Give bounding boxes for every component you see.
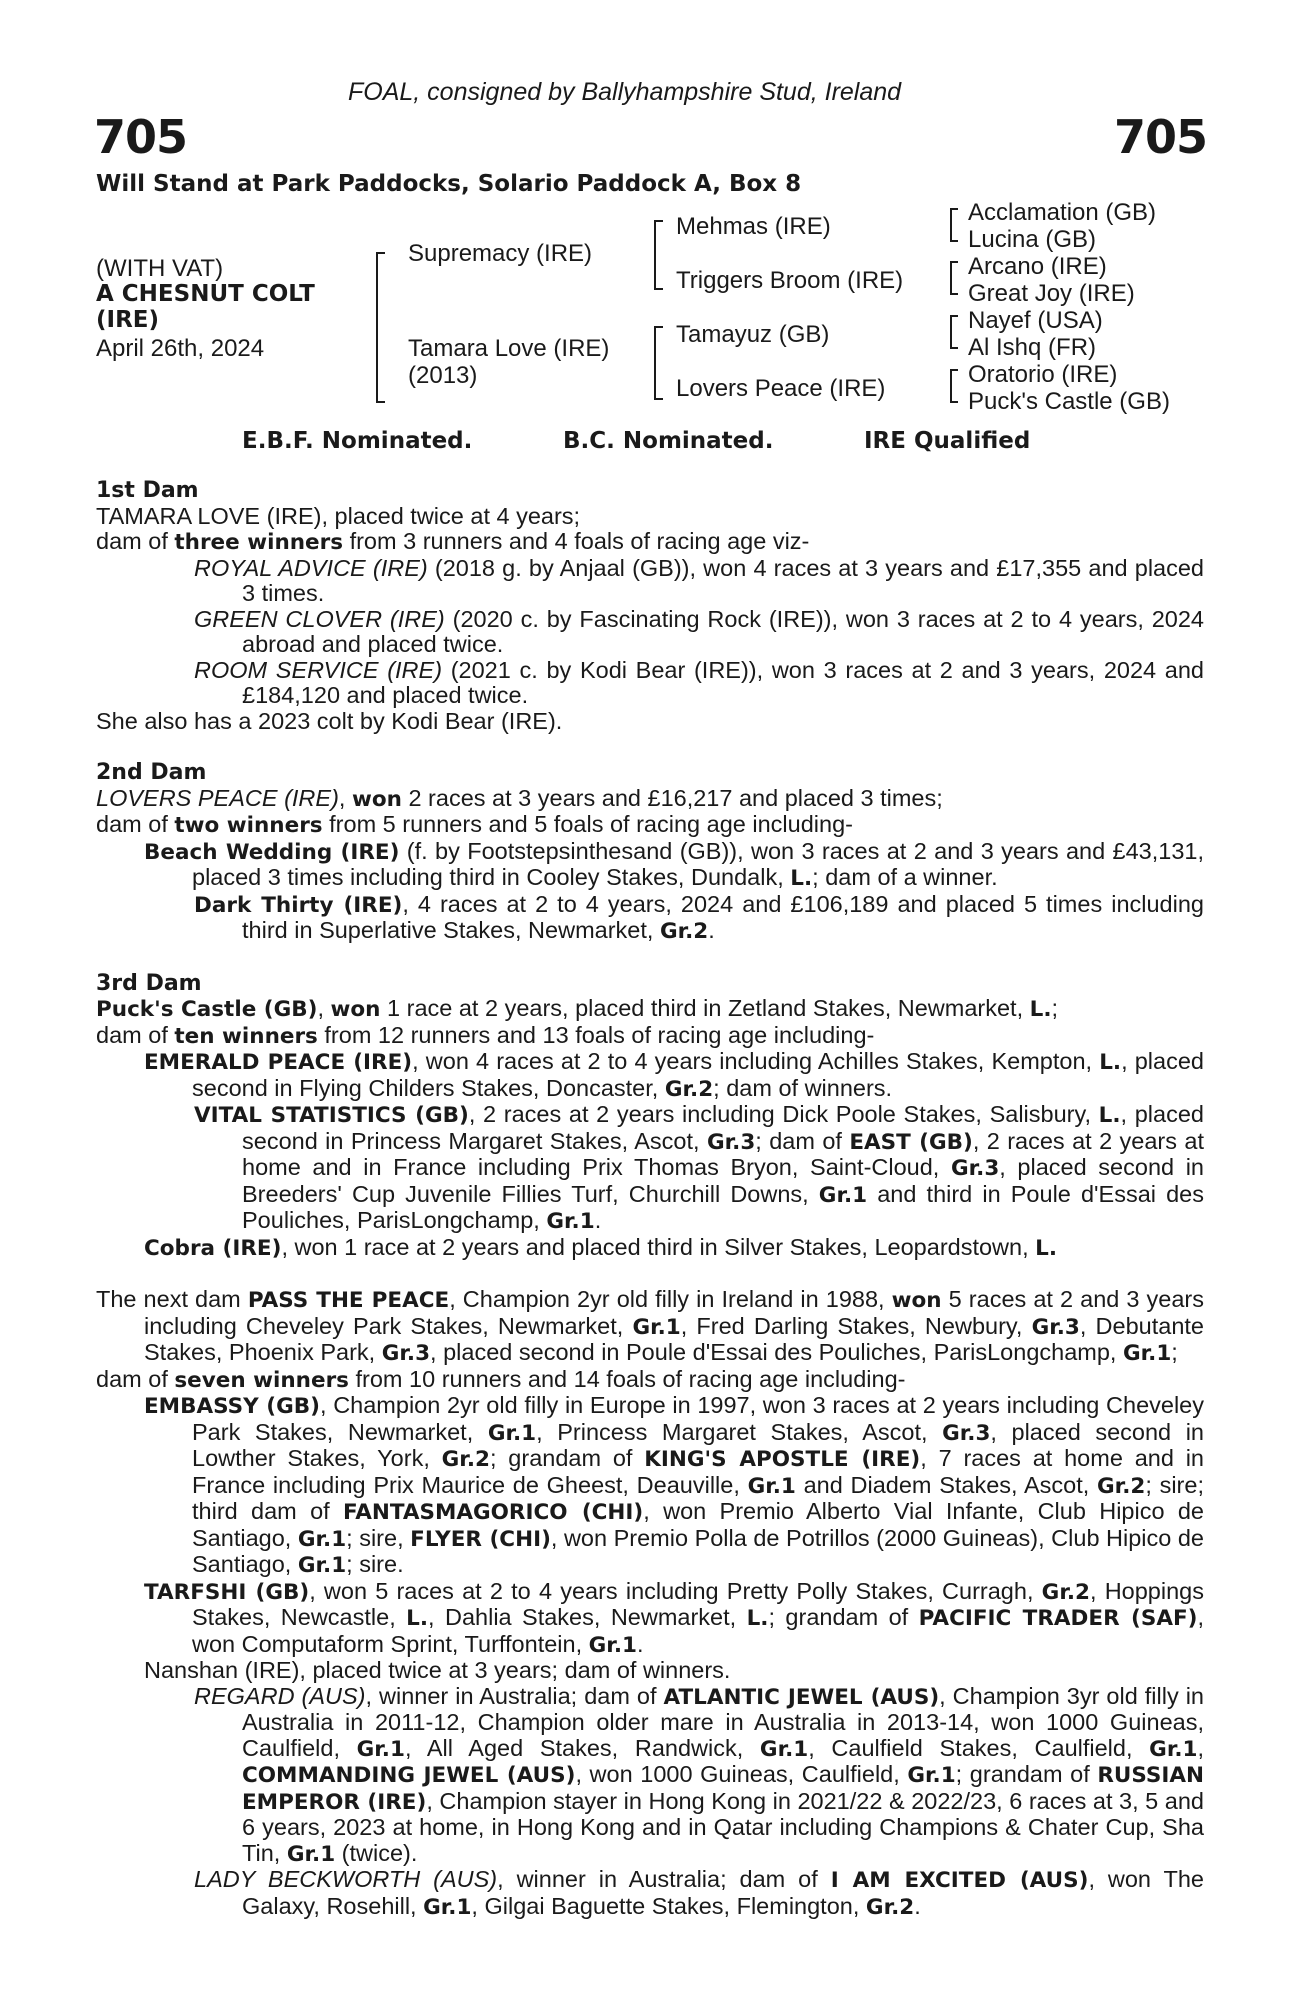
next-dam-produce-summary: dam of seven winners from 10 runners and 14 foals of racing age including- bbox=[96, 1365, 906, 1393]
gen3-brace-3 bbox=[950, 315, 958, 349]
third-dam-heading: 3rd Dam bbox=[96, 970, 202, 996]
lot-number-left: 705 bbox=[94, 110, 188, 164]
pedigree-dam-year: (2013) bbox=[408, 362, 478, 389]
sire-brace bbox=[654, 220, 663, 290]
pedigree-gen3-1: Acclamation (GB) bbox=[968, 199, 1157, 226]
second-dam-line: LOVERS PEACE (IRE), won 2 races at 3 years and £16,217 and placed 3 times; bbox=[96, 784, 943, 812]
produce-vital-statistics: VITAL STATISTICS (GB), 2 races at 2 years including Dick Poole Stakes, Salisbury, L., placed second in Princess Margaret Stakes, Ascot, Gr.3; dam of EAST (GB), 2 races at 2 years at home and in France including Prix Thomas Bryon, Saint-Cloud, Gr.3, placed second in Breeders' Cup Juvenile Fillies Turf, Churchill Downs, Gr.1 and third in Poule d'Essai des Pouliches, ParisLongchamp, Gr.1. bbox=[194, 1101, 1204, 1234]
pedigree-dam: Tamara Love (IRE) bbox=[408, 335, 610, 362]
produce-nanshan: Nanshan (IRE), placed twice at 3 years; dam of winners. bbox=[144, 1657, 731, 1683]
stand-location: Will Stand at Park Paddocks, Solario Paddock A, Box 8 bbox=[96, 171, 802, 197]
pedigree-gen3-8: Puck's Castle (GB) bbox=[968, 388, 1170, 415]
pedigree-gen3-7: Oratorio (IRE) bbox=[968, 361, 1118, 388]
gen3-brace-4 bbox=[950, 369, 958, 403]
produce-embassy: EMBASSY (GB), Champion 2yr old filly in Europe in 1997, won 3 races at 2 years including Cheveley Park Stakes, Newmarket, Gr.1, Princess Margaret Stakes, Ascot, Gr.3, placed second in Lowther Stakes, York, Gr.2; grandam of KING'S APOSTLE (IRE), 7 races at home and in France including Prix Maurice de Gheest, Deauville, Gr.1 and Diadem Stakes, Ascot, Gr.2; sire; third dam of FANTASMAGORICO (CHI), won Premio Alberto Vial Infante, Club Hipico de Santiago, Gr.1; sire, FLYER (CHI), won Premio Polla de Potrillos (2000 Guineas), Club Hipico de Santiago, Gr.1; sire. bbox=[144, 1392, 1205, 1578]
first-dam-produce-summary: dam of three winners from 3 runners and 4 foals of racing age viz- bbox=[96, 528, 810, 555]
next-dam-paragraph: The next dam PASS THE PEACE, Champion 2yr old filly in Ireland in 1988, won 5 races at 2 and 3 years including Cheveley Park Stakes, Newmarket, Gr.1, Fred Darling Stakes, Newbury, Gr.3, Debutante Stakes, Phoenix Park, Gr.3, placed second in Poule d'Essai des Pouliches, ParisLongchamp, Gr.1; bbox=[96, 1286, 1204, 1366]
pedigree-gen3-5: Nayef (USA) bbox=[968, 307, 1103, 334]
pedigree-gen3-2: Lucina (GB) bbox=[968, 226, 1097, 253]
foaling-date: April 26th, 2024 bbox=[96, 335, 265, 362]
produce-green-clover: GREEN CLOVER (IRE) (2020 c. by Fascinating Rock (IRE)), won 3 races at 2 to 4 years, 2024 abroad and placed twice. bbox=[194, 605, 1205, 657]
gen3-brace-2 bbox=[950, 261, 958, 295]
pedigree-dam-sire: Tamayuz (GB) bbox=[676, 321, 830, 348]
produce-room-service: ROOM SERVICE (IRE) (2021 c. by Kodi Bear (IRE)), won 3 races at 2 and 3 years, 2024 and £184,120 and placed twice. bbox=[194, 656, 1204, 708]
produce-dark-thirty: Dark Thirty (IRE), 4 races at 2 to 4 years, 2024 and £106,189 and placed 5 times including third in Superlative Stakes, Newmarket, Gr.2. bbox=[194, 890, 1204, 944]
pedigree-sire-dam: Triggers Broom (IRE) bbox=[676, 267, 904, 294]
first-dam-also: She also has a 2023 colt by Kodi Bear (IRE). bbox=[96, 707, 563, 734]
third-dam-line: Puck's Castle (GB), won 1 race at 2 years, placed third in Zetland Stakes, Newmarket, L.; bbox=[96, 995, 1059, 1022]
pedigree-sire-sire: Mehmas (IRE) bbox=[676, 213, 831, 240]
first-dam-line: TAMARA LOVE (IRE), placed twice at 4 years; bbox=[96, 502, 581, 529]
sire-dam-brace bbox=[376, 252, 385, 403]
ire-qualified: IRE Qualified bbox=[864, 428, 1031, 454]
second-dam-heading: 2nd Dam bbox=[96, 760, 207, 785]
produce-tarfshi: TARFSHI (GB), won 5 races at 2 to 4 years including Pretty Polly Stakes, Curragh, Gr.2, Hoppings Stakes, Newcastle, L., Dahlia Stakes, Newmarket, L.; grandam of PACIFIC TRADER (SAF), won Computaform Sprint, Turffontein, Gr.1. bbox=[144, 1577, 1205, 1658]
ebf-nomination: E.B.F. Nominated. bbox=[242, 428, 473, 454]
catalogue-body bbox=[96, 478, 1204, 1920]
consignment-line: FOAL, consigned by Ballyhampshire Stud, Ireland bbox=[348, 78, 902, 106]
produce-emerald-peace: EMERALD PEACE (IRE), won 4 races at 2 to 4 years including Achilles Stakes, Kempton, L., placed second in Flying Childers Stakes, Doncaster, Gr.2; dam of winners. bbox=[144, 1048, 1204, 1102]
pedigree-gen3-6: Al Ishq (FR) bbox=[968, 334, 1097, 361]
pedigree-gen3-3: Arcano (IRE) bbox=[968, 253, 1107, 280]
first-dam-heading: 1st Dam bbox=[96, 478, 199, 503]
horse-title: A CHESNUT COLT bbox=[96, 281, 315, 307]
pedigree-sire: Supremacy (IRE) bbox=[408, 240, 593, 267]
dam-brace bbox=[654, 326, 663, 400]
third-dam-produce-summary: dam of ten winners from 12 runners and 13 foals of racing age including- bbox=[96, 1021, 875, 1049]
produce-regard: REGARD (AUS), winner in Australia; dam of ATLANTIC JEWEL (AUS), Champion 3yr old filly in Australia in 2011-12, Champion older mare in Australia in 2013-14, won 1000 Guineas, Caulfield, Gr.1, All Aged Stakes, Randwick, Gr.1, Caulfield Stakes, Caulfield, Gr.1, COMMANDING JEWEL (AUS), won 1000 Guineas, Caulfield, Gr.1; grandam of RUSSIAN EMPEROR (IRE), Champion stayer in Hong Kong in 2021/22 & 2022/23, 6 races at 3, 5 and 6 years, 2023 at home, in Hong Kong and in Qatar including Champions & Chater Cup, Sha Tin, Gr.1 (twice). bbox=[194, 1682, 1205, 1867]
gen3-brace-1 bbox=[950, 208, 958, 242]
horse-title-country: (IRE) bbox=[96, 307, 160, 333]
vat-note: (WITH VAT) bbox=[96, 255, 224, 282]
produce-royal-advice: ROYAL ADVICE (IRE) (2018 g. by Anjaal (GB)), won 4 races at 3 years and £17,355 and placed 3 times. bbox=[194, 554, 1204, 606]
pedigree-gen3-4: Great Joy (IRE) bbox=[968, 280, 1135, 307]
produce-beach-wedding: Beach Wedding (IRE) (f. by Footstepsinthesand (GB)), won 3 races at 2 and 3 years and £43,131, placed 3 times including third in Cooley Stakes, Dundalk, L.; dam of a winner. bbox=[144, 837, 1204, 891]
produce-lady-beckworth: LADY BECKWORTH (AUS), winner in Australia; dam of I AM EXCITED (AUS), won The Galaxy, Rosehill, Gr.1, Gilgai Baguette Stakes, Flemington, Gr.2. bbox=[194, 1866, 1204, 1920]
produce-cobra: Cobra (IRE), won 1 race at 2 years and placed third in Silver Stakes, Leopardstown, L. bbox=[144, 1233, 1058, 1261]
second-dam-produce-summary: dam of two winners from 5 runners and 5 foals of racing age including- bbox=[96, 811, 853, 838]
bc-nomination: B.C. Nominated. bbox=[563, 428, 774, 454]
pedigree-dam-dam: Lovers Peace (IRE) bbox=[676, 375, 886, 402]
lot-number-right: 705 bbox=[1114, 110, 1208, 164]
